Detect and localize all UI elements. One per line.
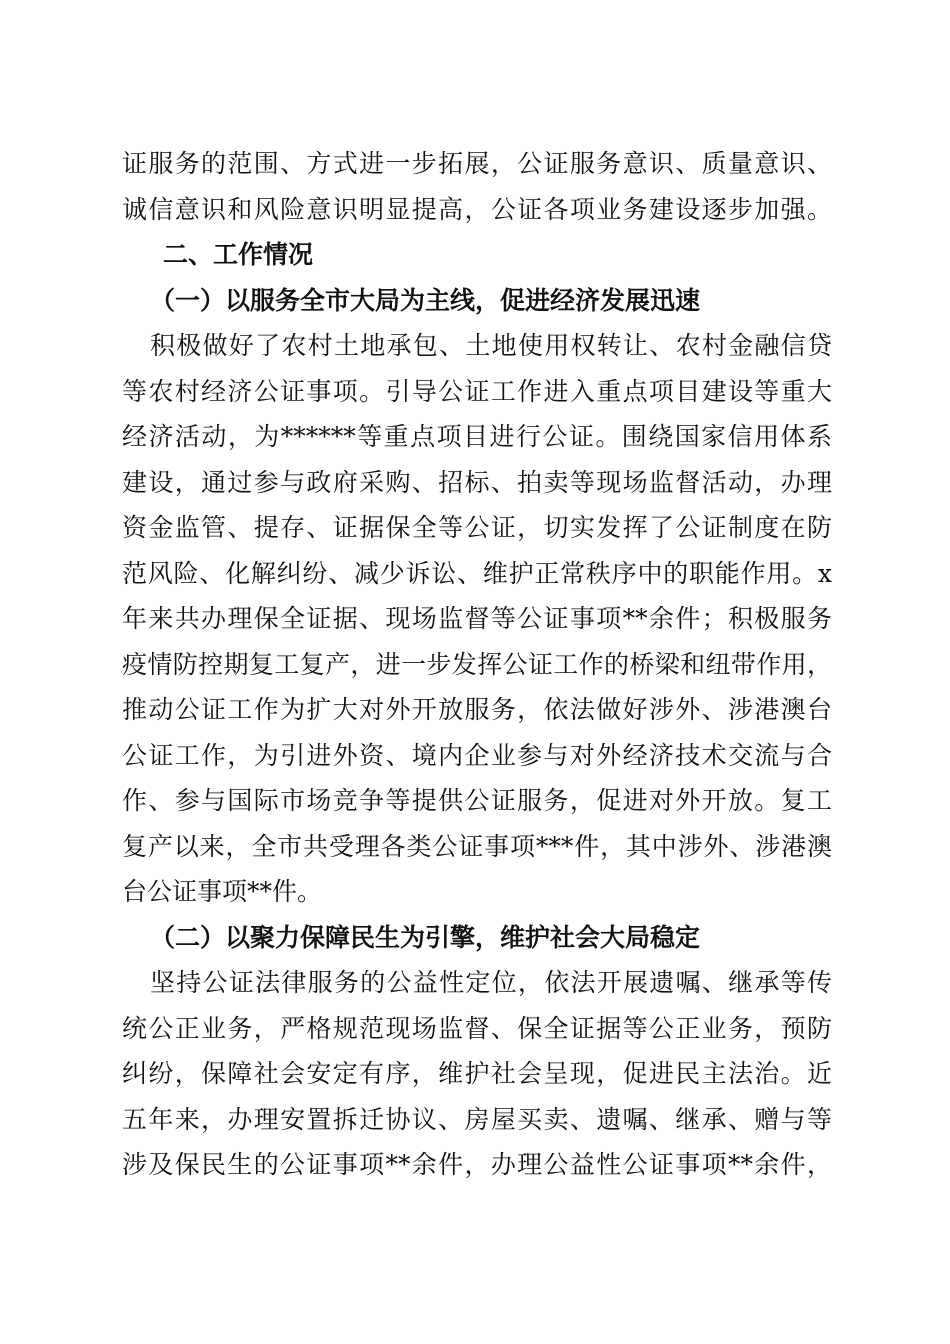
intro-line: 证服务的范围、方式进一步拓展，公证服务意识、质量意识、 [122,149,832,178]
paragraph-line: 范风险、化解纠纷、减少诉讼、维护正常秩序中的职能作用。x [122,558,832,588]
paragraph-line: 作、参与国际市场竞争等提供公证服务，促进对外开放。复工 [122,786,832,815]
paragraph-line: 年来共办理保全证据、现场监督等公证事项**余件；积极服务 [122,604,832,633]
paragraph-line: 疫情防控期复工复产，进一步发挥公证工作的桥梁和纽带作用， [122,649,832,679]
intro-line: 诚信意识和风险意识明显提高，公证各项业务建设逐步加强。 [122,194,832,224]
section-title: 二、工作情况 [163,240,314,269]
paragraph-line: 纠纷，保障社会安定有序，维护社会呈现，促进民主法治。近 [122,1059,832,1088]
paragraph-line: 建设，通过参与政府采购、招标、拍卖等现场监督活动，办理 [122,467,832,497]
paragraph-line: 公证工作，为引进外资、境内企业参与对外经济技术交流与合 [122,740,832,770]
paragraph-line: 统公正业务，严格规范现场监督、保全证据等公正业务，预防 [122,1013,832,1043]
paragraph-line: 坚持公证法律服务的公益性定位，依法开展遗嘱、继承等传 [150,968,832,997]
paragraph-line: 资金监管、提存、证据保全等公证，切实发挥了公证制度在防 [122,513,832,542]
paragraph-line: 台公证事项**件。 [122,877,323,906]
paragraph-line: 涉及保民生的公证事项**余件，办理公益性公证事项**余件， [122,1150,832,1179]
paragraph-line: 推动公证工作为扩大对外开放服务，依法做好涉外、涉港澳台 [122,695,832,724]
paragraph-line: 积极做好了农村土地承包、土地使用权转让、农村金融信贷 [150,331,832,360]
paragraph-line: 等农村经济公证事项。引导公证工作进入重点项目建设等重大 [122,376,832,406]
paragraph-line: 经济活动，为******等重点项目进行公证。围绕国家信用体系 [122,422,832,451]
paragraph-line: 五年来，办理安置拆迁协议、房屋买卖、遗嘱、继承、赠与等 [122,1104,832,1134]
subsection-2-title: （二）以聚力保障民生为引擎，维护社会大局稳定 [150,922,701,952]
subsection-1-title: （一）以服务全市大局为主线，促进经济发展迅速 [150,285,701,315]
document-body [122,141,832,1188]
paragraph-line: 复产以来，全市共受理各类公证事项***件，其中涉外、涉港澳 [122,831,832,861]
